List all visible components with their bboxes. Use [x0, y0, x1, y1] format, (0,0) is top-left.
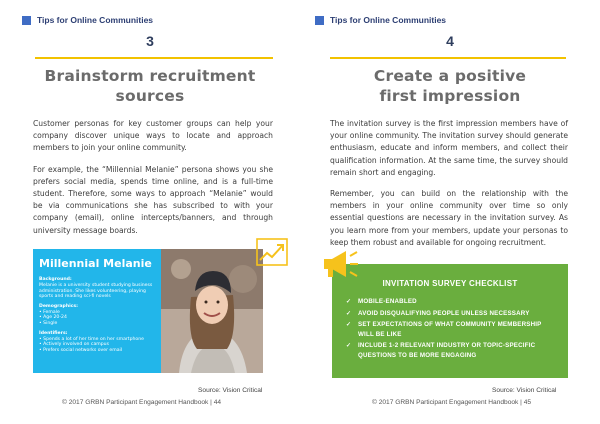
right-page — [300, 0, 600, 424]
checkmark-icon: ✓ — [346, 342, 352, 350]
page-footer: © 2017 GRBN Participant Engagement Handbook | 45 — [372, 399, 532, 406]
divider — [330, 57, 566, 59]
checkmark-icon: ✓ — [346, 298, 352, 305]
page-header — [22, 15, 153, 25]
paragraph: Remember, you can build on the relationship with the members in your online community over time so only essential questions are necessary in the invitation survey. As you learn more from your members, update your personas to keep them robust and available for ongoing recruitment. — [330, 189, 568, 247]
title-line-1: Create a positive — [373, 67, 527, 85]
persona-photo — [161, 249, 263, 373]
list-item: • Single — [39, 320, 58, 326]
checklist-box — [332, 264, 568, 378]
divider — [35, 57, 273, 59]
body-text — [330, 118, 568, 258]
page-number: 3 — [146, 33, 154, 49]
page-title — [0, 66, 300, 106]
page-title — [300, 66, 600, 106]
checkmark-icon: ✓ — [346, 309, 352, 317]
list-item: • Female — [39, 309, 60, 315]
megaphone-icon — [322, 248, 360, 280]
checklist-title: INVITATION SURVEY CHECKLIST — [382, 279, 518, 288]
checklist — [346, 297, 558, 363]
persona-identifiers-list — [39, 337, 156, 354]
list-item: • Actively involved on campus — [39, 342, 109, 348]
title-line-1: Brainstorm recruitment — [44, 67, 256, 85]
list-item: • Prefers social networks over email — [39, 347, 123, 353]
list-item: • Age 20-24 — [39, 315, 67, 321]
persona-identifiers-label: Identifiers: — [39, 330, 68, 336]
checklist-item: ✓ AVOID DISQUALIFYING PEOPLE UNLESS NECESSARY — [346, 309, 530, 317]
header-title: Tips for Online Communities — [37, 15, 154, 25]
source-caption: Source: Vision Critical — [492, 387, 557, 394]
persona-name: Millennial Melanie — [39, 257, 152, 270]
header-square-icon — [22, 16, 31, 25]
persona-background-text: Melanie is a university student studying business administration. She likes volunteering, playing sports and reading sci-fi novels — [39, 283, 153, 300]
paragraph: For example, the “Millennial Melanie” persona shows you she prefers social media, spends time online, and is a full-time student. Therefore, some ways to approach “Melanie” would be via communications she has subscribed to with your company (email), online intercepts/banners, and through university message boards. — [33, 164, 273, 235]
persona-info-panel — [33, 249, 161, 373]
checkmark-icon: ✓ — [346, 321, 352, 329]
page-header — [315, 15, 446, 25]
title-line-2: first impression — [379, 87, 521, 105]
persona-demographics-list — [39, 310, 156, 327]
page-footer: © 2017 GRBN Participant Engagement Handbook | 44 — [62, 399, 222, 406]
body-text — [33, 118, 273, 246]
checklist-item: ✓ INCLUDE 1-2 RELEVANT INDUSTRY OR TOPIC-SPECIFIC QUESTIONS TO BE MORE ENGAGING — [346, 342, 536, 359]
header-title: Tips for Online Communities — [330, 15, 447, 25]
checklist-item: ✓ MOBILE-ENABLED — [346, 298, 417, 305]
title-line-2: sources — [115, 87, 185, 105]
chart-growth-icon — [256, 238, 288, 266]
persona-background-label: Background: — [39, 277, 72, 282]
page-number: 4 — [446, 33, 454, 49]
paragraph: The invitation survey is the first impression members have of your online community. The invitation survey should generate enthusiasm, educate and inform members, and collect their qualification information. At the same time, the survey should remain short and engaging. — [330, 119, 568, 177]
checklist-item: ✓ SET EXPECTATIONS OF WHAT COMMUNITY MEMBERSHIP WILL BE LIKE — [346, 321, 542, 338]
list-item: • Spends a lot of her time on her smartphone — [39, 336, 144, 342]
paragraph: Customer personas for key customer groups can help your company discover unique ways to locate and approach members to join your online community. — [33, 119, 273, 153]
persona-demographics-label: Demographics: — [39, 303, 78, 309]
header-square-icon — [315, 16, 324, 25]
source-caption: Source: Vision Critical — [198, 387, 263, 394]
persona-card — [33, 249, 263, 373]
